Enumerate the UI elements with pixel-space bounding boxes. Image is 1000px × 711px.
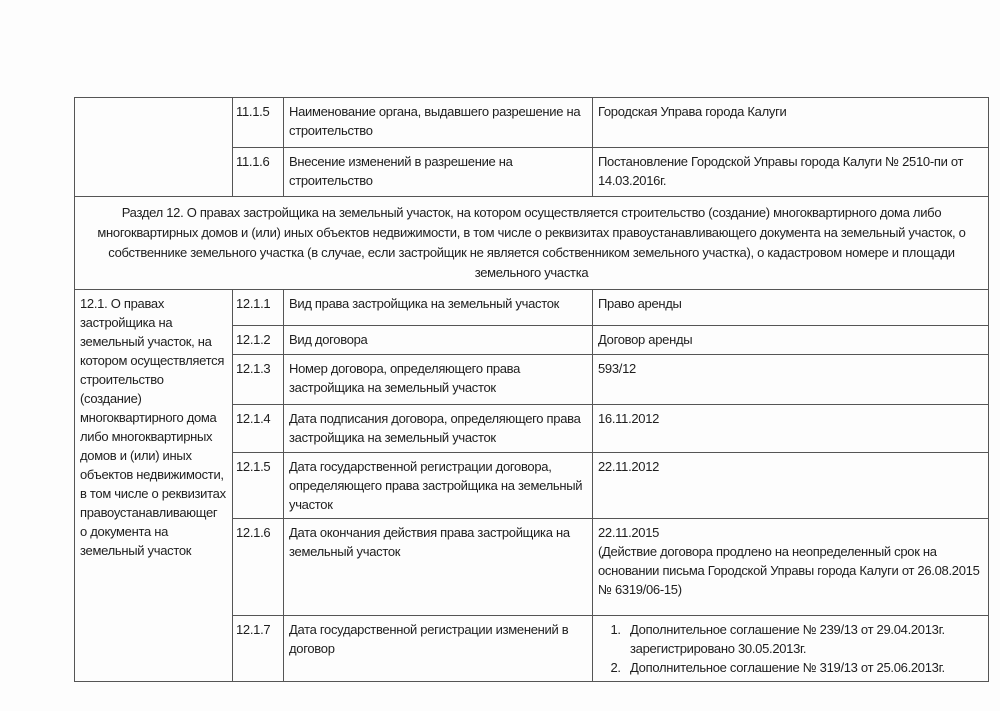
section-header-row	[75, 197, 989, 290]
section-title: Раздел 12. О правах застройщика на земельный участок, на котором осуществляется строительство (создание) многоквартирного дома либо многоквартирных домов и (или) иных объектов недвижимости, в том числе о реквизитах правоустанавливающего документа на земельный участок, о собственнике земельного участка (в случае, если застройщик не является собственником земельного участка), о кадастровом номере и площади земельного участка	[75, 197, 989, 290]
row-value: Постановление Городской Управы города Калуги № 2510-пи от 14.03.2016г.	[593, 148, 989, 197]
row-value: 593/12	[593, 355, 989, 405]
row-number: 12.1.6	[233, 519, 284, 616]
list-item: 1. Дополнительное соглашение № 239/13 от 29.04.2013г. зарегистрировано 30.05.2013г.	[624, 620, 983, 658]
row-number: 12.1.7	[233, 616, 284, 682]
row-value	[593, 616, 989, 682]
row-label: Дата государственной регистрации договора, определяющего права застройщика на земельный участок	[284, 453, 593, 519]
row-value: Договор аренды	[593, 326, 989, 355]
row-label: Дата государственной регистрации изменений в договор	[284, 616, 593, 682]
value-date: 22.11.2015	[598, 525, 660, 540]
table-row	[75, 98, 989, 148]
row-label: Номер договора, определяющего права застройщика на земельный участок	[284, 355, 593, 405]
amendments-list	[598, 620, 983, 677]
row-number: 12.1.5	[233, 453, 284, 519]
empty-group-cell	[75, 98, 233, 197]
row-value: Городская Управа города Калуги	[593, 98, 989, 148]
row-number: 12.1.1	[233, 290, 284, 326]
row-value: 22.11.2012	[593, 453, 989, 519]
row-number: 12.1.2	[233, 326, 284, 355]
row-number: 12.1.3	[233, 355, 284, 405]
row-value: Право аренды	[593, 290, 989, 326]
row-number: 11.1.6	[233, 148, 284, 197]
table-row	[75, 290, 989, 326]
row-label: Внесение изменений в разрешение на строительство	[284, 148, 593, 197]
row-value	[593, 519, 989, 616]
row-value: 16.11.2012	[593, 405, 989, 453]
value-note: (Действие договора продлено на неопределенный срок на основании письма Городской Управы города Калуги от 26.08.2015 № 6319/06-15)	[598, 544, 980, 597]
group-label: 12.1. О правах застройщика на земельный участок, на котором осуществляется строительство (создание) многоквартирного дома либо многоквартирных домов и (или) иных объектов недвижимости, в том числе о реквизитах правоустанавливающег о документа на земельный участок	[75, 290, 233, 682]
row-label: Наименование органа, выдавшего разрешение на строительство	[284, 98, 593, 148]
document-table	[74, 97, 989, 682]
row-label: Вид договора	[284, 326, 593, 355]
row-label: Дата подписания договора, определяющего права застройщика на земельный участок	[284, 405, 593, 453]
row-number: 12.1.4	[233, 405, 284, 453]
row-label: Вид права застройщика на земельный участок	[284, 290, 593, 326]
row-number: 11.1.5	[233, 98, 284, 148]
row-label: Дата окончания действия права застройщика на земельный участок	[284, 519, 593, 616]
list-item: 2. Дополнительное соглашение № 319/13 от 25.06.2013г.	[624, 658, 983, 677]
